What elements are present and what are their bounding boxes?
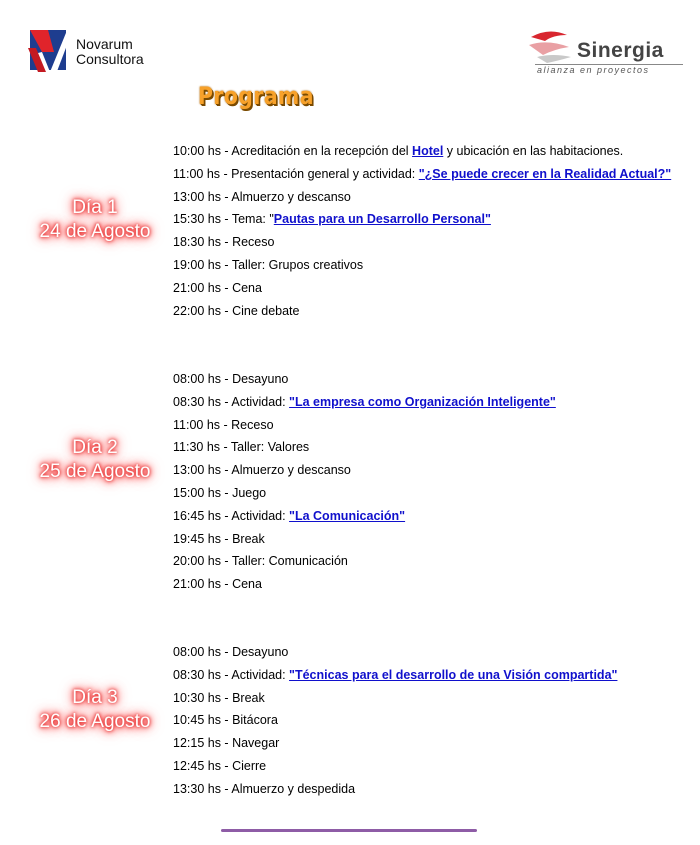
- event-text: 21:00 hs - Cena: [173, 280, 262, 295]
- day-date: 26 de Agosto: [39, 711, 151, 732]
- schedule-item: [173, 258, 671, 281]
- event-text: 13:30 hs - Almuerzo y despedida: [173, 781, 356, 796]
- schedule-item: [173, 304, 671, 327]
- event-text: 11:00 hs - Receso: [173, 417, 274, 432]
- schedule-item: [173, 372, 556, 395]
- event-text: 22:00 hs - Cine debate: [173, 303, 300, 318]
- event-text: 21:00 hs - Cena: [173, 577, 262, 592]
- schedule-item: [173, 782, 617, 805]
- event-text: 08:00 hs - Desayuno: [173, 645, 289, 659]
- sinergia-logo: [527, 27, 687, 77]
- event-text: 10:30 hs - Break: [173, 690, 265, 705]
- page-title: Programa: [198, 82, 314, 110]
- schedule-item: [173, 190, 671, 213]
- event-link[interactable]: Hotel: [412, 144, 444, 158]
- schedule-item: [173, 736, 617, 759]
- schedule-item: [173, 554, 556, 577]
- event-text: 08:30 hs - Actividad:: [173, 394, 290, 409]
- schedule-item: [173, 759, 617, 782]
- event-text: 16:45 hs - Actividad:: [173, 508, 290, 523]
- day-2-label: [0, 436, 190, 484]
- schedule-item: [173, 645, 617, 668]
- event-link[interactable]: "La empresa como Organización Inteligente": [289, 394, 556, 409]
- day-number: Día 2: [72, 437, 118, 458]
- event-text: 13:00 hs - Almuerzo y descanso: [173, 189, 351, 204]
- event-text: 11:00 hs - Presentación general y actividad:: [173, 166, 419, 181]
- schedule-item: [173, 509, 556, 532]
- bottom-divider: [221, 829, 477, 832]
- novarum-wordmark: [76, 37, 144, 67]
- novarum-line1: Novarum: [76, 36, 133, 52]
- day-date: 24 de Agosto: [39, 221, 151, 242]
- schedule-item: [173, 577, 556, 600]
- day-number: Día 3: [72, 687, 118, 708]
- schedule-item: [173, 691, 617, 714]
- event-link[interactable]: "¿Se puede crecer en la Realidad Actual?": [418, 166, 672, 181]
- event-text: 12:45 hs - Cierre: [173, 758, 267, 773]
- schedule-item: [173, 395, 556, 418]
- schedule-item: [173, 713, 617, 736]
- event-text-after: y ubicación en las habitaciones.: [443, 144, 624, 158]
- day-date: 25 de Agosto: [39, 461, 151, 482]
- schedule-item: [173, 281, 671, 304]
- novarum-check-icon: [28, 26, 74, 76]
- schedule-item: [173, 144, 671, 167]
- schedule-item: [173, 212, 671, 235]
- schedule-item: [173, 668, 617, 691]
- event-text: 18:30 hs - Receso: [173, 235, 275, 250]
- event-text: 15:00 hs - Juego: [173, 485, 267, 500]
- sinergia-wordmark: Sinergia: [577, 39, 664, 62]
- event-text: 19:00 hs - Taller: Grupos creativos: [173, 257, 364, 272]
- event-text: 12:15 hs - Navegar: [173, 736, 280, 751]
- schedule-item: [173, 532, 556, 555]
- day-2-schedule: [173, 372, 556, 600]
- event-text: 15:30 hs - Tema: ": [173, 212, 274, 227]
- event-link[interactable]: "Técnicas para el desarrollo de una Visión compartida": [289, 667, 618, 682]
- novarum-line2: Consultora: [76, 51, 144, 67]
- day-1-schedule: [173, 144, 671, 326]
- sinergia-tagline: alianza en proyectos: [537, 65, 650, 75]
- schedule-item: [173, 463, 556, 486]
- schedule-item: [173, 418, 556, 441]
- event-text: 08:00 hs - Desayuno: [173, 372, 289, 386]
- day-1-label: [0, 196, 190, 244]
- schedule-item: [173, 440, 556, 463]
- event-text: 11:30 hs - Taller: Valores: [173, 440, 310, 455]
- schedule-item: [173, 167, 671, 190]
- event-text: 10:45 hs - Bitácora: [173, 713, 278, 728]
- event-text: 20:00 hs - Taller: Comunicación: [173, 554, 348, 569]
- day-3-schedule: [173, 645, 617, 805]
- event-link[interactable]: Pautas para un Desarrollo Personal": [273, 212, 491, 227]
- event-text: 08:30 hs - Actividad:: [173, 667, 290, 682]
- event-text: 10:00 hs - Acreditación en la recepción del: [173, 144, 413, 158]
- event-text: 13:00 hs - Almuerzo y descanso: [173, 463, 351, 478]
- schedule-item: [173, 235, 671, 258]
- day-3-label: [0, 686, 190, 734]
- event-link[interactable]: "La Comunicación": [289, 508, 406, 523]
- event-text: 19:45 hs - Break: [173, 531, 265, 546]
- day-number: Día 1: [72, 197, 118, 218]
- schedule-item: [173, 486, 556, 509]
- novarum-logo: [28, 26, 168, 76]
